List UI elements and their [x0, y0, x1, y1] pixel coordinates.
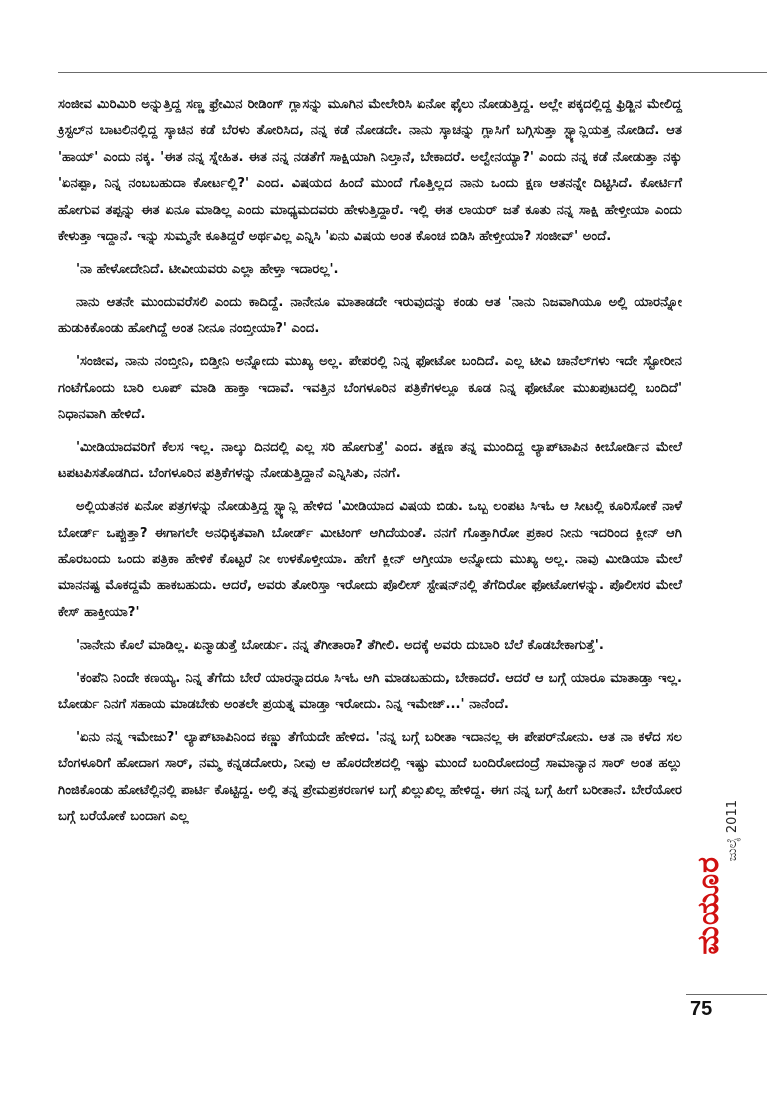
article-paragraph-7: 'ನಾನೇನು ಕೊಲೆ ಮಾಡಿಲ್ಲ. ಏನ್ಮಾಡುತ್ತೆ ಬೋರ್ಡು. ನನ್ನ ತೆಗೀತಾರಾ? ತೆಗೀಲಿ. ಅದಕ್ಕೆ ಅವರು ದುಬಾರಿ ಬೆಲೆ ಕೊಡಬೇಕಾಗುತ್ತೆ'. [76, 637, 604, 653]
issue-date: ಜುಲೈ 2011 [725, 800, 740, 862]
magazine-sidebar [692, 800, 742, 986]
article-paragraph-5: 'ಮೀಡಿಯಾದವರಿಗೆ ಕೆಲಸ ಇಲ್ಲ. ನಾಲ್ಕು ದಿನದಲ್ಲಿ ಎಲ್ಲ ಸರಿ ಹೋಗುತ್ತೆ' ಎಂದ. ತಕ್ಷಣ ತನ್ನ ಮುಂದಿದ್ದ ಲ್ಯಾಪ್‌ಟಾಪಿನ ಕೀಬೋರ್ಡಿನ ಮೇಲೆ ಟಪಟಪಿಸತೊಡಗಿದ. ಬೆಂಗಳೂರಿನ ಪತ್ರಿಕೆಗಳನ್ನು ನೋಡುತ್ತಿದ್ದಾನೆ ಎನ್ನಿಸಿತು, ನನಗೆ. [58, 439, 682, 482]
article-paragraph-8: 'ಕಂಪೆನಿ ನಿಂದೇ ಕಣಯ್ಯ. ನಿನ್ನ ತೆಗೆದು ಬೇರೆ ಯಾರನ್ನಾದರೂ ಸಿಇಓ ಆಗಿ ಮಾಡಬಹುದು, ಬೇಕಾದರೆ. ಆದರೆ ಆ ಬಗ್ಗೆ ಯಾರೂ ಮಾತಾಡ್ತಾ ಇಲ್ಲ. ಬೋರ್ಡು ನಿನಗೆ ಸಹಾಯ ಮಾಡಬೇಕು ಅಂತಲೇ ಪ್ರಯತ್ನ ಮಾಡ್ತಾ ಇರೋದು. ನಿನ್ನ ಇಮೇಜ್...' ನಾನೆಂದೆ. [58, 670, 682, 713]
article-paragraph-6: ಅಲ್ಲಿಯತನಕ ಏನೋ ಪತ್ರಗಳನ್ನು ನೋಡುತ್ತಿದ್ದ ಸ್ಟ್ಯಾನ್ಲಿ ಹೇಳಿದ 'ಮೀಡಿಯಾದ ವಿಷಯ ಬಿಡು. ಒಬ್ಬ ಲಂಪಟ ಸಿಇಓ ಆ ಸೀಟಲ್ಲಿ ಕೂರಿಸೋಕೆ ನಾಳೆ ಬೋರ್ಡ್ ಒಪ್ಪುತ್ತಾ? ಈಗಾಗಲೇ ಅನಧಿಕೃತವಾಗಿ ಬೋರ್ಡ್ ಮೀಟಿಂಗ್ ಆಗಿದೆಯಂತೆ. ನನಗೆ ಗೊತ್ತಾಗಿರೋ ಪ್ರಕಾರ ನೀನು ಇದರಿಂದ ಕ್ಲೀನ್ ಆಗಿ ಹೊರಬಂದು ಒಂದು ಪತ್ರಿಕಾ ಹೇಳಿಕೆ ಕೊಟ್ಟರೆ ನೀ ಉಳಕೊಳ್ತೀಯಾ. ಹೇಗೆ ಕ್ಲೀನ್ ಆಗ್ತೀಯಾ ಅನ್ನೋದು ಮುಖ್ಯ ಅಲ್ಲ. ನಾವು ಮೀಡಿಯಾ ಮೇಲೆ ಮಾನನಷ್ಟ ಮೊಕದ್ದಮೆ ಹಾಕಬಹುದು. ಆದರೆ, ಅವರು ತೋರಿಸ್ತಾ ಇರೋದು ಪೊಲೀಸ್ ಸ್ಟೇಷನ್‌ನಲ್ಲಿ ತೆಗೆದಿರೋ ಫೋಟೋಗಳನ್ನು. ಪೊಲೀಸರ ಮೇಲೆ ಕೇಸ್ ಹಾಕ್ತೀಯಾ?' [58, 499, 682, 620]
article-body [58, 92, 682, 837]
page-number-rule [686, 994, 767, 995]
article-paragraph-4: 'ಸಂಜೀವ, ನಾನು ನಂಬ್ತೀನಿ, ಬಿಡ್ತೀನಿ ಅನ್ನೋದು ಮುಖ್ಯ ಅಲ್ಲ. ಪೇಪರಲ್ಲಿ ನಿನ್ನ ಫೋಟೋ ಬಂದಿದೆ. ಎಲ್ಲ ಟೀವಿ ಚಾನೆಲ್‌ಗಳು ಇದೇ ಸ್ಟೋರೀನ ಗಂಟೆಗೊಂದು ಬಾರಿ ಲೂಪ್ ಮಾಡಿ ಹಾಕ್ತಾ ಇದಾವೆ. ಇವತ್ತಿನ ಬೆಂಗಳೂರಿನ ಪತ್ರಿಕೆಗಳಲ್ಲೂ ಕೂಡ ನಿನ್ನ ಫೋಟೋ ಮುಖಪುಟದಲ್ಲಿ ಬಂದಿದೆ' ನಿಧಾನವಾಗಿ ಹೇಳಿದೆ. [58, 354, 682, 422]
article-paragraph-2: 'ನಾ ಹೇಳೋದೇನಿದೆ. ಟೀವೀಯವರು ಎಲ್ಲಾ ಹೇಳ್ತಾ ಇದಾರಲ್ಲ'. [76, 261, 339, 277]
article-paragraph-3: ನಾನು ಆತನೇ ಮುಂದುವರೆಸಲಿ ಎಂದು ಕಾದಿದ್ದೆ. ನಾನೇನೂ ಮಾತಾಡದೇ ಇರುವುದನ್ನು ಕಂಡು ಆತ 'ನಾನು ನಿಜವಾಗಿಯೂ ಅಲ್ಲಿ ಯಾರನ್ನೋ ಹುಡುಕಿಕೊಂಡು ಹೋಗಿದ್ದೆ ಅಂತ ನೀನೂ ನಂಬ್ತೀಯಾ?' ಎಂದ. [58, 294, 682, 337]
article-paragraph-9: 'ಏನು ನನ್ನ ಇಮೇಜು?' ಲ್ಯಾಪ್‌ಟಾಪಿನಿಂದ ಕಣ್ಣು ತೆಗೆಯದೇ ಹೇಳಿದ. 'ನನ್ನ ಬಗ್ಗೆ ಬರೀತಾ ಇದಾನಲ್ಲ ಈ ಪೇಪರ್‌ನೋನು. ಆತ ನಾ ಕಳೆದ ಸಲ ಬೆಂಗಳೂರಿಗೆ ಹೋದಾಗ ಸಾರ್, ನಮ್ಮ ಕನ್ನಡದೋರು, ನೀವು ಆ ಹೊರದೇಶದಲ್ಲಿ ಇಷ್ಟು ಮುಂದೆ ಬಂದಿರೋದಂದ್ರೆ ಸಾಮಾನ್ಯಾನ ಸಾರ್ ಅಂತ ಹಲ್ಲು ಗಿಂಜಿಕೊಂಡು ಹೋಟೆಲ್ಲಿನಲ್ಲಿ ಪಾರ್ಟಿ ಕೊಟ್ಟಿದ್ದ. ಅಲ್ಲಿ ತನ್ನ ಪ್ರೇಮಪ್ರಕರಣಗಳ ಬಗ್ಗೆ ಖಿಲ್ಲುಖಿಲ್ಲ ಹೇಳಿದ್ದ. ಈಗ ನನ್ನ ಬಗ್ಗೆ ಹೀಗೆ ಬರೀತಾನೆ. ಬೇರೆಯೋರ ಬಗ್ಗೆ ಬರೆಯೋಕೆ ಬಂದಾಗ ಎಲ್ಲ [58, 729, 682, 825]
article-paragraph-1: ಸಂಜೀವ ಮಿರಿಮಿರಿ ಅನ್ನುತ್ತಿದ್ದ ಸಣ್ಣ ಫ್ರೇಮಿನ ರೀಡಿಂಗ್ ಗ್ಲಾಸನ್ನು ಮೂಗಿನ ಮೇಲೇರಿಸಿ ಏನೋ ಫೈಲು ನೋಡುತ್ತಿದ್ದ. ಅಲ್ಲೇ ಪಕ್ಕದಲ್ಲಿದ್ದ ಫ್ರಿಡ್ಜಿನ ಮೇಲಿದ್ದ ಕ್ರಿಸ್ಟಲ್‌ನ ಬಾಟಲಿನಲ್ಲಿದ್ದ ಸ್ಕಾಚಿನ ಕಡೆ ಬೆರಳು ತೋರಿಸಿದ, ನನ್ನ ಕಡೆ ನೋಡದೇ. ನಾನು ಸ್ಕಾಚನ್ನು ಗ್ಲಾಸಿಗೆ ಬಗ್ಗಿಸುತ್ತಾ ಸ್ಟ್ಯಾನ್ಲಿಯತ್ತ ನೋಡಿದೆ. ಆತ 'ಹಾಯ್' ಎಂದು ನಕ್ಕ. 'ಈತ ನನ್ನ ಸ್ನೇಹಿತ. ಈತ ನನ್ನ ನಡತೆಗೆ ಸಾಕ್ಷಿಯಾಗಿ ನಿಲ್ತಾನೆ, ಬೇಕಾದರೆ. ಅಲ್ವೇನಯ್ಯಾ?' ಎಂದು ನನ್ನ ಕಡೆ ನೋಡುತ್ತಾ ನಕ್ಕು 'ಏನಪ್ಪಾ, ನಿನ್ನ ನಂಬಬಹುದಾ ಕೋರ್ಟಲ್ಲಿ?' ಎಂದ. ವಿಷಯದ ಹಿಂದೆ ಮುಂದೆ ಗೊತ್ತಿಲ್ಲದ ನಾನು ಒಂದು ಕ್ಷಣ ಆತನನ್ನೇ ದಿಟ್ಟಿಸಿದೆ. ಕೋರ್ಟಿಗೆ ಹೋಗುವ ತಪ್ಪನ್ನು ಈತ ಏನೂ ಮಾಡಿಲ್ಲ ಎಂದು ಮಾಧ್ಯಮದವರು ಹೇಳುತ್ತಿದ್ದಾರೆ. ಇಲ್ಲಿ ಈತ ಲಾಯರ್ ಜತೆ ಕೂತು ನನ್ನ ಸಾಕ್ಷಿ ಹೇಳ್ತೀಯಾ ಎಂದು ಕೇಳುತ್ತಾ ಇದ್ದಾನೆ. ಇನ್ನು ಸುಮ್ಮನೇ ಕೂತಿದ್ದರೆ ಅರ್ಥವಿಲ್ಲ ಎನ್ನಿಸಿ 'ಏನು ವಿಷಯ ಅಂತ ಕೊಂಚ ಬಿಡಿಸಿ ಹೇಳ್ತೀಯಾ? ಸಂಜೀವ್' ಅಂದೆ. [58, 97, 682, 245]
magazine-logo: ಮಯೂರ [691, 856, 726, 955]
page-number: 75 [690, 998, 713, 1020]
top-rule [58, 72, 767, 73]
